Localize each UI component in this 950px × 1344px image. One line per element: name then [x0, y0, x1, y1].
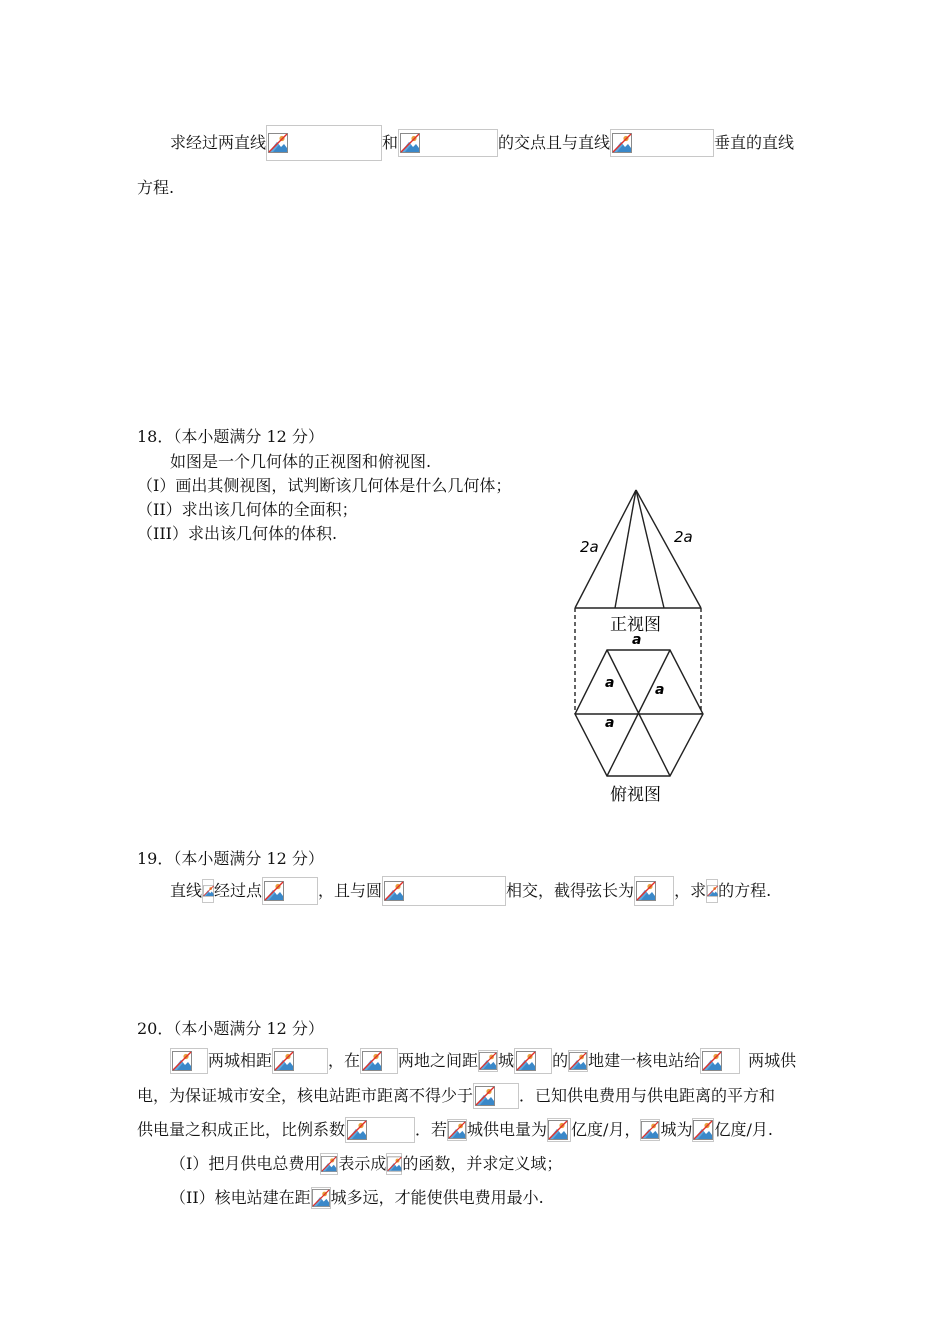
broken-image-icon — [321, 1155, 337, 1173]
broken-image-icon — [569, 1052, 587, 1070]
formula-image — [634, 876, 674, 906]
front-view-label: 正视图 — [610, 615, 661, 635]
formula-image — [547, 1118, 571, 1142]
side-label-lower: a — [605, 715, 615, 731]
top-view-label: 俯视图 — [610, 785, 661, 805]
broken-image-icon — [516, 1051, 536, 1071]
q17-line-2: 方程. — [137, 178, 175, 197]
formula-image — [478, 1050, 498, 1072]
broken-image-icon — [274, 1051, 294, 1071]
q18-part3: （III）求出该几何体的体积. — [137, 524, 338, 543]
q20-line-3: 供电量之积成正比，比例系数 ．若 城供电量为 亿度/月， 城为 亿度/月. — [137, 1117, 773, 1143]
slant-label-right: 2a — [674, 528, 693, 546]
q20-part1: （I）把月供电总费用 表示成 的函数，并求定义域； — [170, 1153, 563, 1173]
broken-image-icon — [264, 881, 284, 901]
formula-image — [262, 877, 318, 905]
broken-image-icon — [312, 1189, 330, 1207]
q18-part1: （I）画出其侧视图，试判断该几何体是什么几何体； — [137, 476, 512, 495]
q17-line-1: 求经过两直线 和 的交点且与直线 垂直的直线 — [170, 125, 794, 161]
formula-image — [360, 1048, 398, 1074]
formula-image — [345, 1117, 415, 1143]
broken-image-icon — [268, 133, 288, 153]
broken-image-icon — [707, 882, 718, 900]
q20-header: 20．（本小题满分 12 分） — [137, 1019, 324, 1038]
broken-image-icon — [362, 1051, 382, 1071]
broken-image-icon — [612, 133, 632, 153]
formula-image — [202, 879, 214, 903]
formula-image — [272, 1048, 328, 1074]
q18-intro: 如图是一个几何体的正视图和俯视图. — [170, 452, 432, 471]
top-view — [575, 650, 703, 776]
formula-image — [398, 129, 498, 157]
formula-image — [640, 1119, 660, 1141]
broken-image-icon — [475, 1086, 495, 1106]
broken-image-icon — [479, 1052, 497, 1070]
broken-image-icon — [400, 133, 420, 153]
formula-image — [447, 1119, 467, 1141]
formula-image — [170, 1048, 208, 1074]
q20-part2: （II）核电站建在距 城多远，才能使供电费用最小. — [170, 1187, 544, 1207]
side-label-top: a — [632, 632, 642, 648]
broken-image-icon — [347, 1120, 367, 1140]
formula-image — [610, 129, 714, 157]
formula-image — [692, 1118, 714, 1142]
broken-image-icon — [203, 882, 214, 900]
slant-label-left: 2a — [580, 538, 599, 556]
q18-part2: （II）求出该几何体的全面积； — [137, 500, 358, 519]
side-label-right: a — [655, 682, 665, 698]
formula-image — [514, 1048, 552, 1074]
q19-header: 19．（本小题满分 12 分） — [137, 849, 324, 868]
q20-line-2: 电，为保证城市安全，核电站距市距离不得少于 ．已知供电费用与供电距离的平方和 — [137, 1083, 775, 1109]
broken-image-icon — [548, 1120, 568, 1140]
broken-image-icon — [448, 1121, 466, 1139]
broken-image-icon — [387, 1155, 402, 1173]
formula-image — [311, 1187, 331, 1209]
formula-image — [568, 1050, 588, 1072]
formula-image — [706, 879, 718, 903]
formula-image — [382, 876, 506, 906]
broken-image-icon — [172, 1051, 192, 1071]
q20-line-1: 两城相距 ，在 两地之间距 城 的 地建一核电站给 两城供 — [170, 1048, 796, 1074]
formula-image — [700, 1048, 740, 1074]
formula-image — [386, 1153, 402, 1175]
broken-image-icon — [702, 1051, 722, 1071]
formula-image — [473, 1083, 519, 1109]
broken-image-icon — [693, 1120, 713, 1140]
geometry-figure — [552, 484, 722, 806]
broken-image-icon — [384, 881, 404, 901]
q18-header: 18．（本小题满分 12 分） — [137, 427, 324, 446]
broken-image-icon — [641, 1121, 659, 1139]
formula-image — [266, 125, 382, 161]
broken-image-icon — [636, 881, 656, 901]
q19-body: 直线 经过点 ，且与圆 相交，截得弦长为 ，求 的方程. — [170, 876, 771, 906]
side-label-upper-left: a — [605, 675, 615, 691]
formula-image — [320, 1153, 338, 1175]
